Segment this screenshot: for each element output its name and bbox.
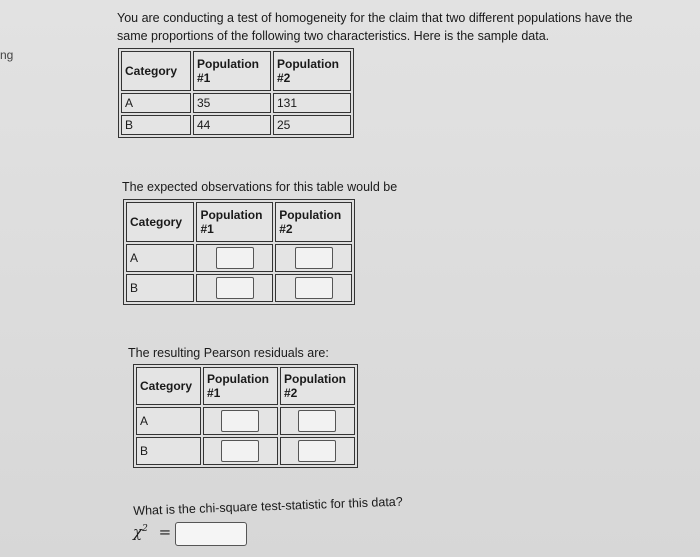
table-row — [136, 407, 355, 435]
sample-header-row — [121, 51, 351, 91]
input-cell — [280, 407, 355, 435]
residual-b-pop2-input[interactable] — [298, 440, 336, 462]
pop1-header-line2: #1 — [197, 71, 211, 85]
category-header: Category — [126, 202, 194, 242]
value-cell: 131 — [273, 93, 351, 113]
table-row — [136, 437, 355, 465]
intro-line-2: same proportions of the following two characteristics. Here is the sample data. — [117, 29, 550, 43]
value-cell: 25 — [273, 115, 351, 135]
chi-superscript: 2 — [142, 524, 148, 534]
table-row — [126, 244, 352, 272]
value-cell: 35 — [193, 93, 271, 113]
equals-sign: = — [158, 523, 172, 541]
pop2-header-line2: #2 — [279, 222, 293, 236]
expected-b-pop1-input[interactable] — [216, 277, 254, 299]
category-cell: B — [126, 274, 194, 302]
edge-text: ng — [0, 48, 14, 62]
category-cell: A — [121, 93, 191, 113]
pop2-header-line1: Population — [283, 372, 346, 386]
residual-a-pop2-input[interactable] — [298, 410, 336, 432]
pop2-header-line1: Population — [279, 208, 342, 222]
input-cell — [275, 244, 352, 272]
input-cell — [203, 407, 278, 435]
chi-square-question: What is the chi-square test-statistic for this data? — [133, 494, 403, 518]
input-cell — [280, 437, 355, 465]
pop2-header — [273, 51, 351, 91]
expected-a-pop1-input[interactable] — [216, 247, 254, 269]
input-cell — [275, 274, 352, 302]
chi-square-answer-input[interactable] — [175, 522, 247, 546]
pop2-header-line2: #2 — [283, 386, 298, 400]
pop2-header — [280, 367, 355, 405]
expected-a-pop2-input[interactable] — [295, 247, 333, 269]
pop2-header-line1: Population — [277, 57, 339, 71]
input-cell — [196, 274, 273, 302]
expected-header-row — [126, 202, 352, 242]
residuals-header-row — [136, 367, 355, 405]
pop1-header — [203, 367, 278, 405]
category-header: Category — [121, 51, 191, 91]
residuals-prompt: The resulting Pearson residuals are: — [128, 346, 329, 360]
table-row — [126, 274, 352, 302]
category-cell: A — [126, 244, 194, 272]
expected-b-pop2-input[interactable] — [295, 277, 333, 299]
expected-prompt: The expected observations for this table would be — [122, 180, 398, 194]
pop1-header-line2: #1 — [200, 222, 214, 236]
pop2-header-line2: #2 — [277, 71, 291, 85]
pop1-header — [196, 202, 273, 242]
pop1-header-line1: Population — [207, 372, 269, 386]
pop2-header — [275, 202, 352, 242]
sample-data-table — [118, 48, 354, 138]
value-cell: 44 — [193, 115, 271, 135]
intro-line-1: You are conducting a test of homogeneity for the claim that two different populations have the — [117, 11, 633, 25]
residuals-table — [133, 364, 358, 468]
expected-table — [123, 199, 355, 305]
category-cell: A — [136, 407, 201, 435]
table-row — [121, 115, 351, 135]
residual-b-pop1-input[interactable] — [221, 440, 259, 462]
category-cell: B — [136, 437, 201, 465]
category-cell: B — [121, 115, 191, 135]
pop1-header-line1: Population — [197, 57, 259, 71]
category-header: Category — [136, 367, 201, 405]
pop1-header-line2: #1 — [207, 386, 221, 400]
pop1-header — [193, 51, 271, 91]
input-cell — [203, 437, 278, 465]
residual-a-pop1-input[interactable] — [221, 410, 259, 432]
pop1-header-line1: Population — [200, 208, 263, 222]
input-cell — [196, 244, 273, 272]
chi-symbol: χ — [133, 523, 143, 541]
table-row — [121, 93, 351, 113]
chi-square-label — [133, 523, 171, 541]
